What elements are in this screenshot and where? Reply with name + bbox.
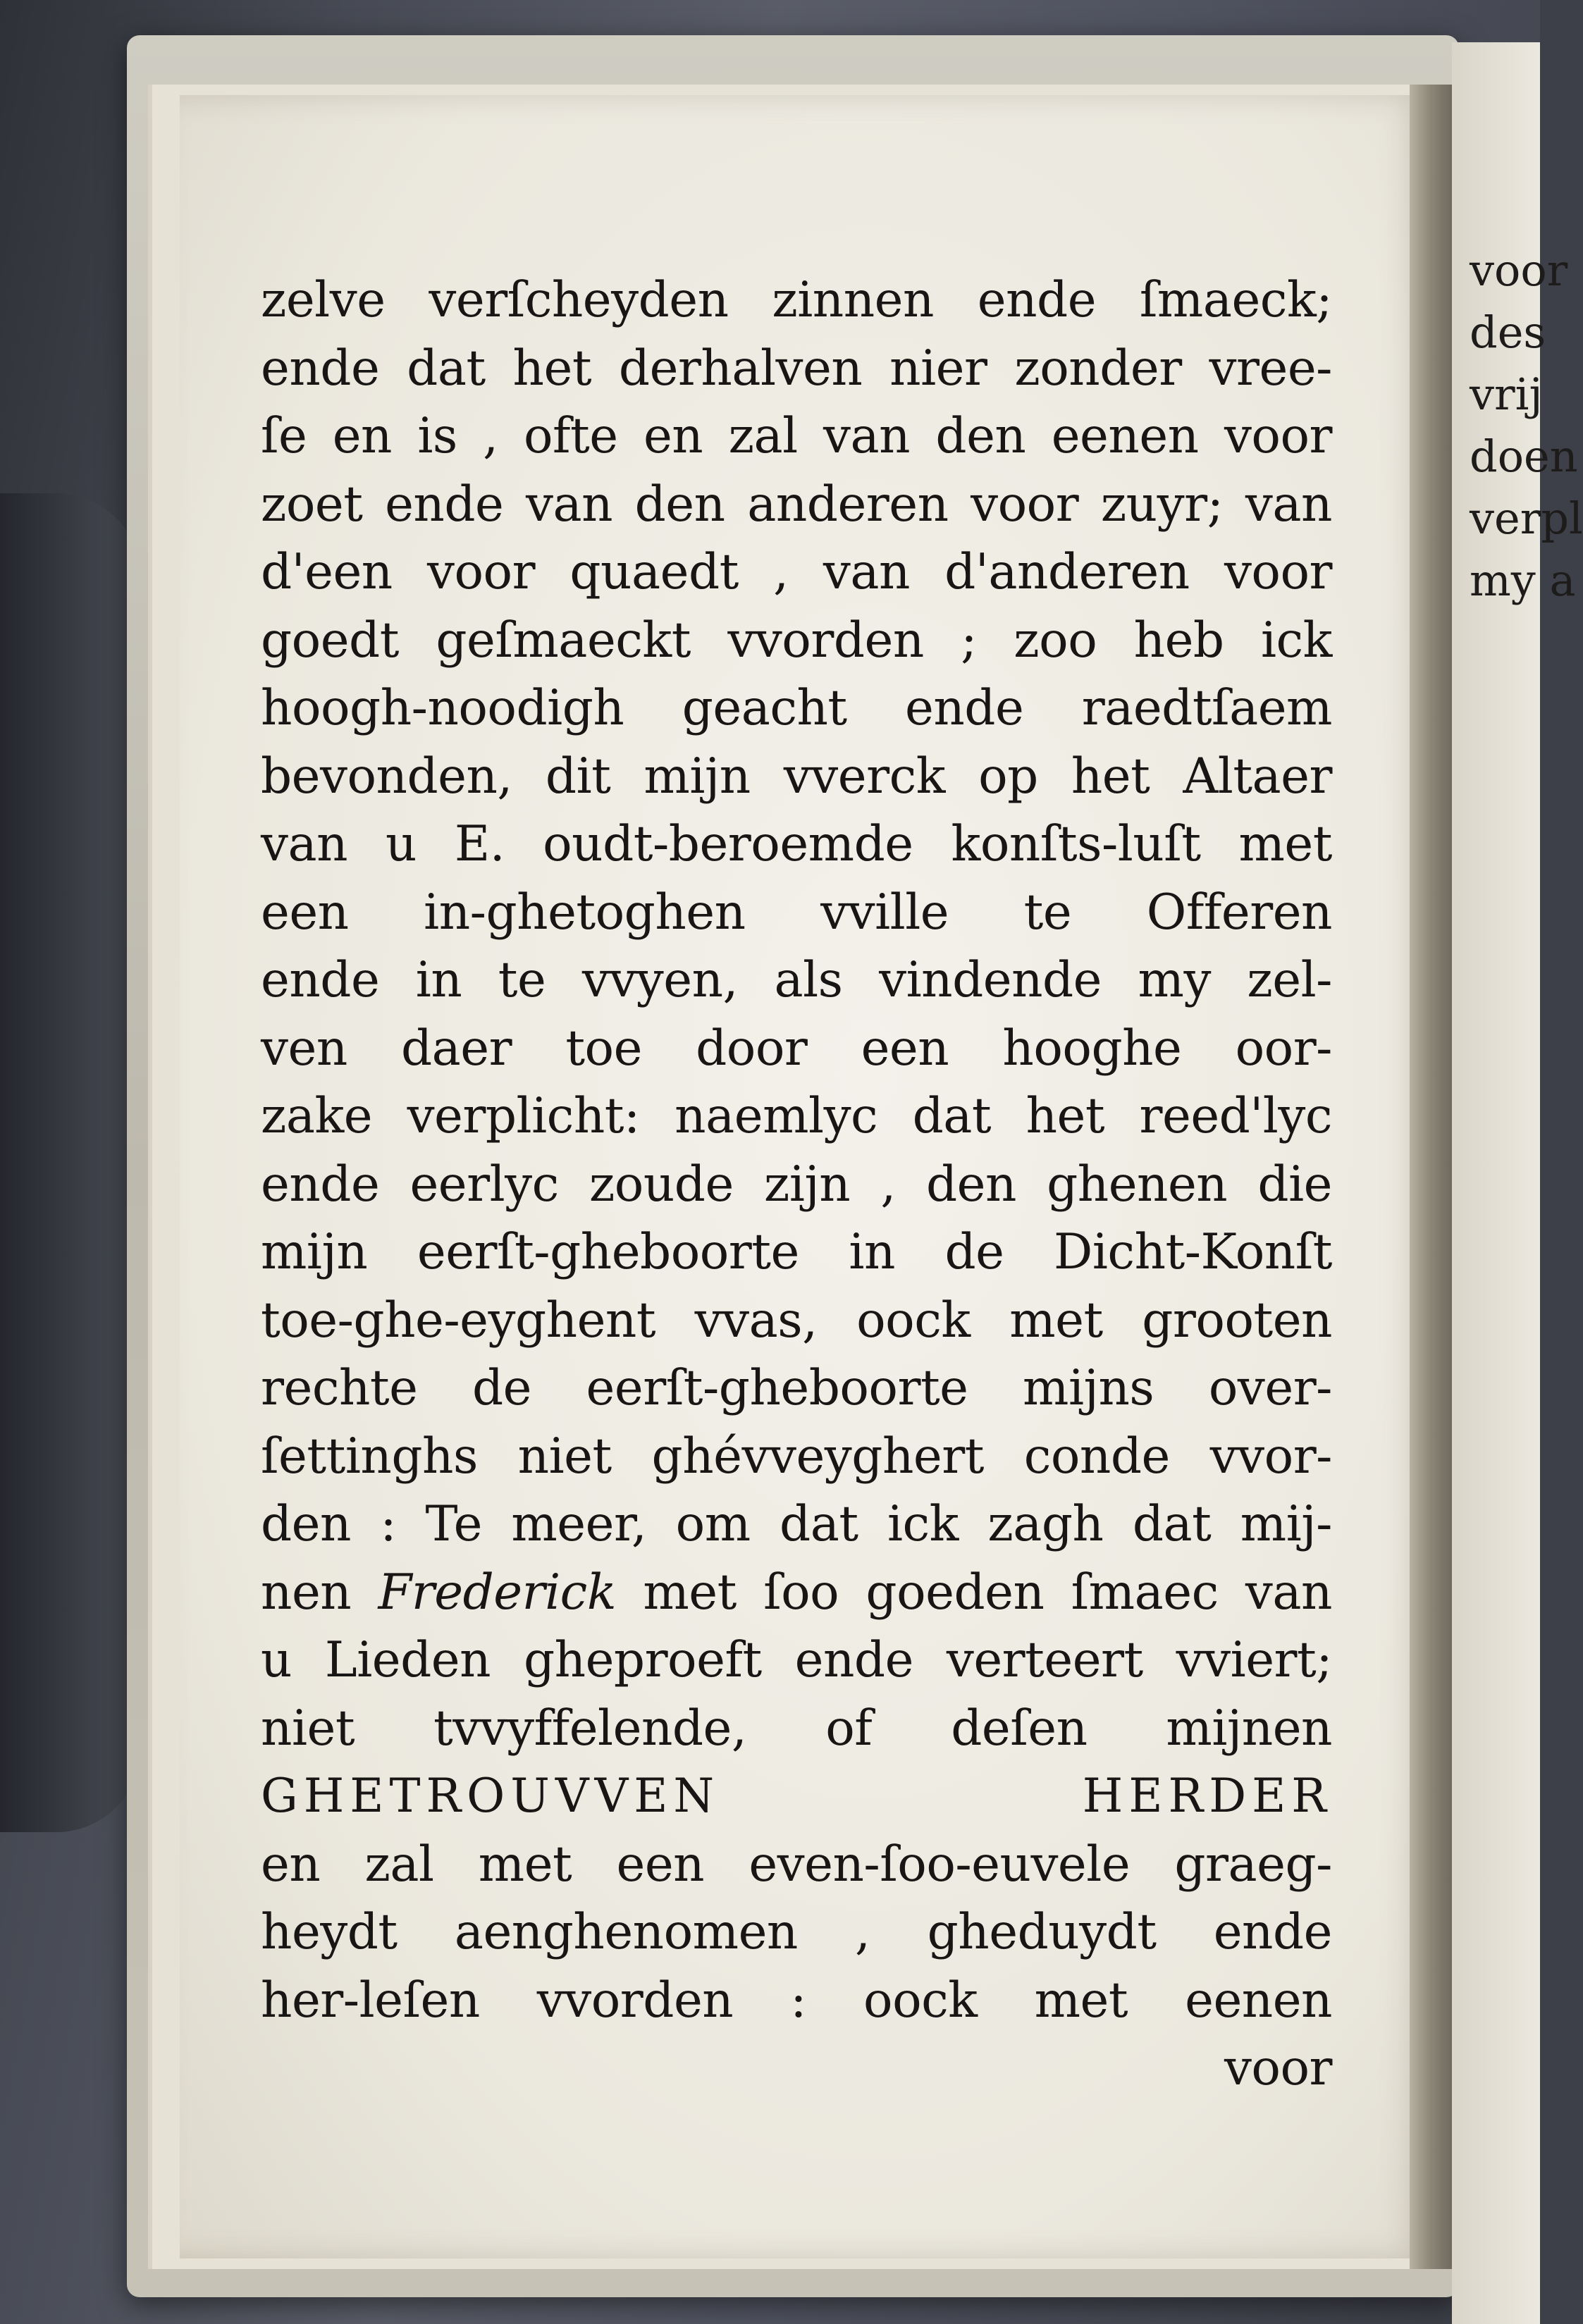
text-line: rechte de eerſt-gheboorte mijns over- xyxy=(261,1360,1332,1416)
text-line: ende in te vvyen, als vindende my zel- xyxy=(261,952,1332,1008)
facing-line: vrij xyxy=(1470,369,1543,420)
text-line: een in-ghetoghen vville te Offeren xyxy=(261,884,1332,941)
text-line: ende eerlyc zoude zijn , den ghenen die xyxy=(261,1156,1332,1213)
text-line: u Lieden gheproeft ende verteert vviert; xyxy=(261,1632,1332,1688)
text-line: ende dat het derhalven nier zonder vree- xyxy=(261,340,1332,397)
text-line: d'een voor quaedt , van d'anderen voor xyxy=(261,544,1332,600)
cloth-fold xyxy=(0,493,141,1832)
text-line: ſettinghs niet ghévveyghert conde vvor- xyxy=(261,1428,1332,1485)
italic-name: Frederick xyxy=(378,1564,617,1621)
facing-line: doen xyxy=(1470,431,1578,482)
page-text-block xyxy=(261,266,1332,2103)
text-line: niet tvvyffelende, of deſen mijnen xyxy=(261,1700,1332,1757)
text-line: zelve verſcheyden zinnen ende ſmaeck; xyxy=(261,272,1332,328)
facing-line: des xyxy=(1470,307,1546,358)
text-line-with-name xyxy=(261,1559,1332,1627)
text-line: van u E. oudt-beroemde konſts-luſt met xyxy=(261,816,1332,872)
text-line: her-leſen vvorden : oock met eenen xyxy=(261,1972,1332,2029)
catchword: voor xyxy=(1224,2040,1332,2096)
facing-line: verpl xyxy=(1470,493,1583,544)
text-line: zake verplicht: naemlyc dat het reed'lyc xyxy=(261,1088,1332,1144)
book-gutter xyxy=(1410,85,1452,2269)
facing-line: my a xyxy=(1470,555,1576,606)
text-line: mijn eerſt-gheboorte in de Dicht-Konſt xyxy=(261,1224,1332,1280)
text-fragment: met ſoo goeden ſmaec van xyxy=(616,1564,1332,1621)
text-line: hoogh-noodigh geacht ende raedtſaem xyxy=(261,680,1332,736)
title-caps-line: GHETROUVVEN HERDER xyxy=(261,1769,1332,1823)
text-line: zoet ende van den anderen voor zuyr; van xyxy=(261,476,1332,533)
text-line: en zal met een even-ſoo-euvele graeg- xyxy=(261,1836,1332,1893)
text-line: toe-ghe-eyghent vvas, oock met grooten xyxy=(261,1292,1332,1349)
text-line: goedt geſmaeckt vvorden ; zoo heb ick xyxy=(261,612,1332,669)
text-line: ſe en is , ofte en zal van den eenen voor xyxy=(261,408,1332,464)
text-line: bevonden, dit mijn vverck op het Altaer xyxy=(261,748,1332,805)
text-line: heydt aenghenomen , gheduydt ende xyxy=(261,1904,1332,1960)
text-line: den : Te meer, om dat ick zagh dat mij- xyxy=(261,1496,1332,1552)
facing-page-text xyxy=(1470,240,1583,612)
text-line: ven daer toe door een hooghe oor- xyxy=(261,1020,1332,1077)
facing-line: voor xyxy=(1470,245,1568,296)
text-fragment: nen xyxy=(261,1564,378,1621)
